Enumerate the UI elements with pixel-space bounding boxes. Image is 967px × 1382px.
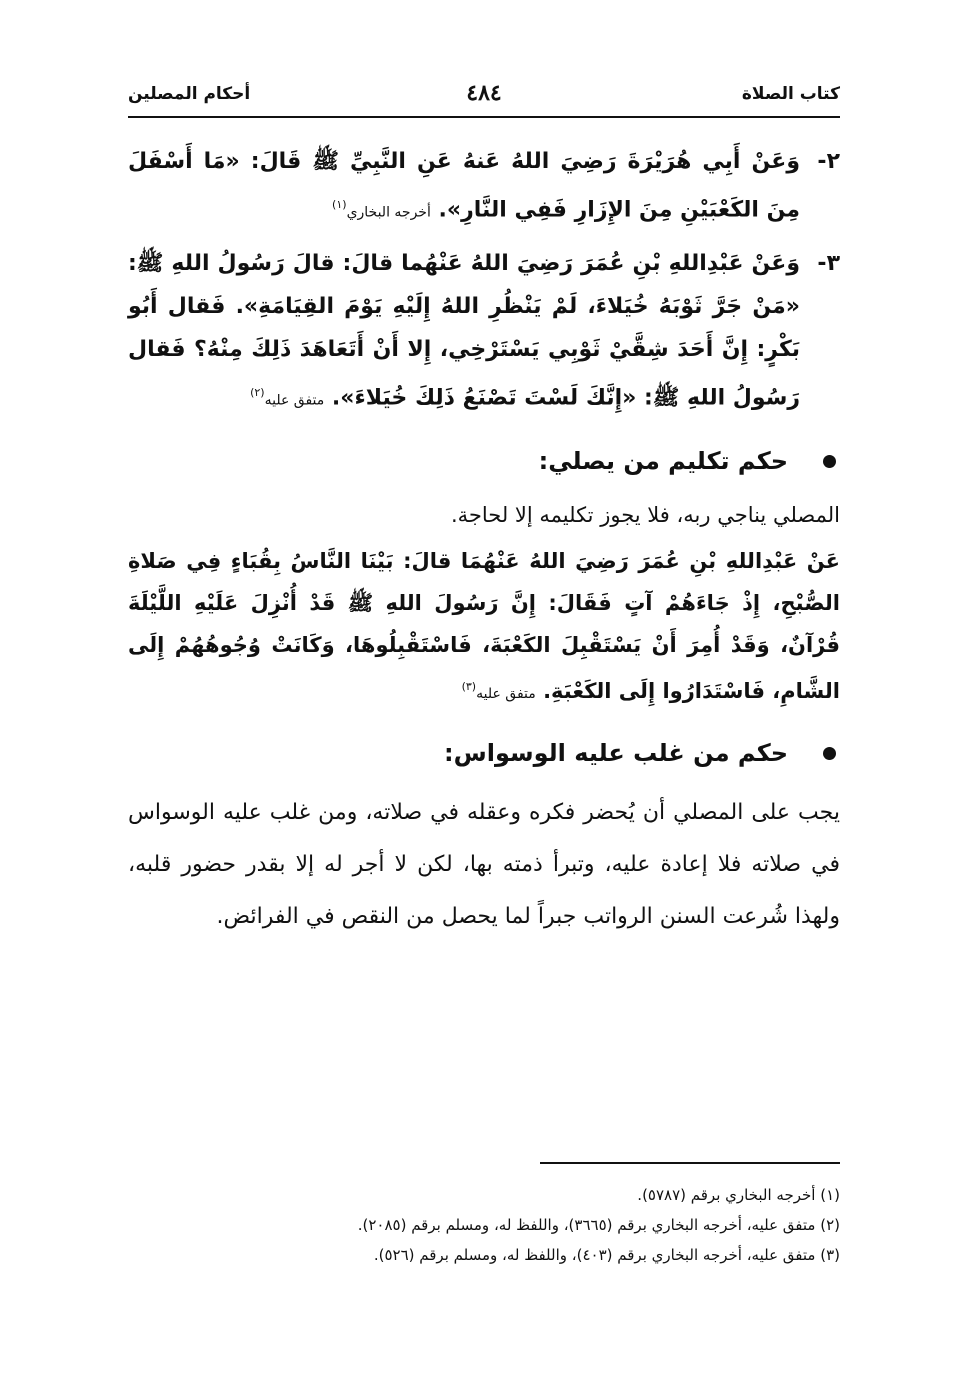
hadith-3 bbox=[128, 242, 840, 422]
section-intro: المصلي يناجي ربه، فلا يجوز تكليمه إلا لحاجة. bbox=[450, 502, 840, 527]
hadith-source: متفق عليه bbox=[264, 392, 325, 409]
section-body: يجب على المصلي أن يُحضر فكره وعقله في صلاته، ومن غلب عليه الوسواس في صلاته فلا إعادة عليه، وتبرأ ذمته بها، لكن لا أجر له إلا بقدر حضور قلبه، ولهذا شُرعت السنن الرواتب جبراً لما يحصل من النقص في الفرائض. bbox=[128, 799, 840, 929]
footnote-2: (٢) متفق عليه، أخرجه البخاري برقم (٣٦٦٥)، واللفظ له، ومسلم برقم (٢٠٨٥). bbox=[357, 1216, 840, 1234]
chapter-title: أحكام المصلين bbox=[128, 84, 251, 104]
footnote-3: (٣) متفق عليه، أخرجه البخاري برقم (٤٠٣)، واللفظ له، ومسلم برقم (٥٢٦). bbox=[373, 1246, 840, 1264]
heading-text: حكم تكليم من يصلي: bbox=[538, 446, 788, 475]
footnote-ref: (١) bbox=[332, 198, 347, 211]
bullet-icon bbox=[823, 455, 836, 468]
heading-text: حكم من غلب عليه الوسواس: bbox=[444, 738, 788, 767]
footnote-ref: (٢) bbox=[250, 386, 265, 400]
book-title: كتاب الصلاة bbox=[741, 84, 840, 104]
footnote-ref: (٣) bbox=[461, 679, 477, 693]
main-content bbox=[128, 140, 840, 947]
header-divider bbox=[128, 116, 840, 118]
hadith-number: ٢- bbox=[817, 149, 840, 174]
footnote-divider bbox=[540, 1162, 840, 1164]
footnotes bbox=[128, 1180, 840, 1270]
hadith-2 bbox=[128, 140, 840, 234]
section-hadith bbox=[128, 540, 840, 715]
hadith-text: وَعَنْ أَبِي هُرَيْرَةَ رَضِيَ اللهُ عَنهُ عَنِ النَّبِيِّ ﷺ قَالَ: «مَا أَسْفَلَ مِنَ الكَعْبَيْنِ مِنَ الإِزَارِ فَفِي النَّارِ». bbox=[128, 149, 800, 223]
hadith-text: وَعَنْ عَبْدِاللهِ بْنِ عُمَرَ رَضِيَ اللهُ عَنْهُما قالَ: قالَ رَسُولُ اللهِ ﷺ: «مَنْ جَرَّ ثَوْبَهُ خُيَلاءَ، لَمْ يَنْظُرِ اللهُ إِلَيْهِ يَوْمَ القِيَامَةِ». فَقال أَبُو بَكْرٍ: إِنَّ أَحَدَ شِقَّيْ ثَوْبِي يَسْتَرْخِي، إِلا أَنْ أَتَعَاهَدَ ذَلِكَ مِنْهُ؟ فَقال رَسُولُ اللهِ ﷺ: «إِنَّكَ لَسْتَ تَصْنَعُ ذَلِكَ خُيَلاءَ». bbox=[128, 251, 800, 411]
running-header bbox=[128, 80, 840, 114]
footnote-1: (١) أخرجه البخاري برقم (٥٧٨٧). bbox=[637, 1186, 840, 1204]
hadith-source: متفق عليه bbox=[476, 685, 536, 702]
section-heading-waswas bbox=[128, 729, 840, 777]
book-page bbox=[128, 0, 840, 1382]
bullet-icon bbox=[823, 747, 836, 760]
hadith-text: عَنْ عَبْدِاللهِ بْنِ عُمَرَ رَضِيَ اللهُ عَنْهُمَا قالَ: بَيْنَا النَّاسُ بِقُبَاءٍ فِي صَلاةِ الصُّبْحِ، إِذْ جَاءَهُمْ آتٍ فَقَالَ: إِنَّ رَسُولَ اللهِ ﷺ قَدْ أُنْزِلَ عَلَيْهِ اللَّيْلَةَ قُرْآنٌ، وَقَدْ أُمِرَ أَنْ يَسْتَقْبِلَ الكَعْبَةَ، فَاسْتَقْبِلُوهَا، وَكَانَتْ وُجُوهُهُمْ إِلَى الشَّامِ، فَاسْتَدَارُوا إِلَى الكَعْبَةِ. bbox=[128, 548, 840, 703]
hadith-source: أخرجه البخاري bbox=[346, 204, 431, 221]
section-heading-speaking-to-praying bbox=[128, 437, 840, 485]
page-number: ٤٨٤ bbox=[466, 80, 502, 106]
hadith-number: ٣- bbox=[817, 251, 840, 277]
